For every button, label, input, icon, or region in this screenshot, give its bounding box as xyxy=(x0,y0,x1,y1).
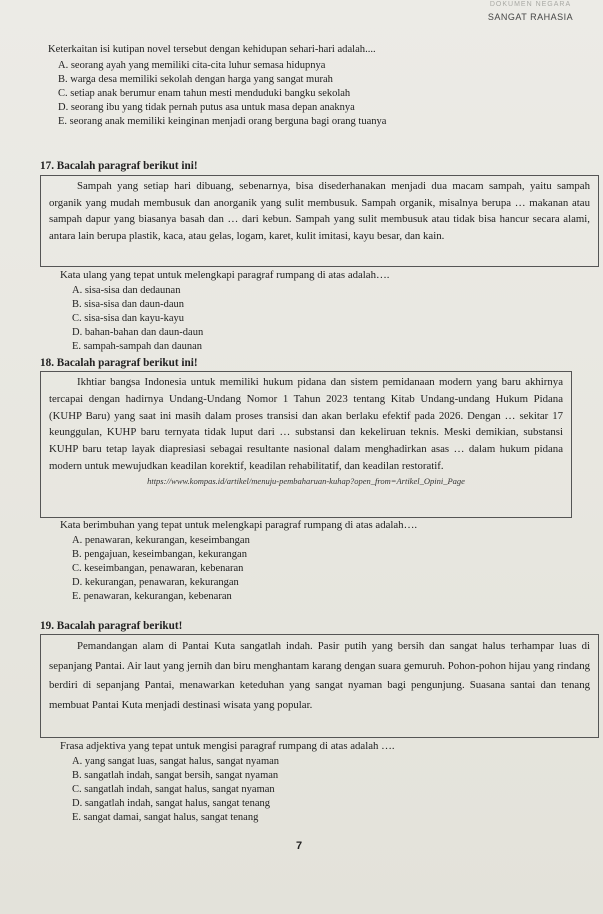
q19-options xyxy=(72,755,279,825)
q18-option-a[interactable]: A. penawaran, kekurangan, keseimbangan xyxy=(72,535,250,546)
q19-title: 19. Bacalah paragraf berikut! xyxy=(40,620,183,632)
q17-option-e[interactable]: E. sampah-sampah dan daunan xyxy=(72,341,203,352)
q16-option-a[interactable]: A. seorang ayah yang memiliki cita-cita luhur semasa hidupnya xyxy=(58,60,326,71)
q16-option-e[interactable]: E. seorang anak memiliki keinginan menjadi orang berguna bagi orang tuanya xyxy=(58,116,387,127)
page-number: 7 xyxy=(296,840,303,852)
q17-paragraph: Sampah yang setiap hari dibuang, sebenarnya, bisa disederhanakan menjadi dua macam sampah, yaitu sampah organik yang mudah membusuk dan anorganik yang sulit membusuk. Sampah organik, misalnya berupa … makanan atau sampah dapur yang biasanya basah dan … dari kebun. Sampah yang sulit membusuk atau tidak bisa hancur secara alami, antara lain berupa plastik, kaca, atau gelas, logam, karet, kulit imitasi, kayu besar, dan kain. xyxy=(49,180,590,242)
q19-option-e[interactable]: E. sangat damai, sangat halus, sangat tenang xyxy=(72,812,259,823)
q19-question: Frasa adjektiva yang tepat untuk mengisi paragraf rumpang di atas adalah …. xyxy=(60,740,395,752)
q16-stem: Keterkaitan isi kutipan novel tersebut dengan kehidupan sehari-hari adalah.... xyxy=(48,44,376,55)
q19-paragraph: Pemandangan alam di Pantai Kuta sangatlah indah. Pasir putih yang bersih dan sangat halus terhampar luas di sepanjang Pantai. Air laut yang jernih dan biru menghantam karang dengan suara gemuruh. Pohon-pohon hijau yang rindang berdiri di sepanjang Pantai, menawarkan keteduhan yang sangat nyaman bagi pengunjung. Suasana santai dan tenang membuat Pantai Kuta menjadi destinasi wisata yang popular. xyxy=(49,640,590,711)
header-faint-label: DOKUMEN NEGARA xyxy=(489,1,572,8)
q19-option-d[interactable]: D. sangatlah indah, sangat halus, sangat tenang xyxy=(72,798,270,809)
q18-options xyxy=(72,534,250,604)
q16-options xyxy=(58,59,386,129)
q17-title: 17. Bacalah paragraf berikut ini! xyxy=(40,160,198,172)
q19-option-a[interactable]: A. yang sangat luas, sangat halus, sangat nyaman xyxy=(72,756,280,767)
q16-option-c[interactable]: C. setiap anak berumur enam tahun mesti menduduki bangku sekolah xyxy=(58,88,351,99)
q18-source-link[interactable]: https://www.kompas.id/artikel/menuju-pembaharuan-kuhap?open_from=Artikel_Opini_Page xyxy=(147,475,465,486)
q18-paragraph: Ikhtiar bangsa Indonesia untuk memiliki hukum pidana dan sistem pemidanaan modern yang baru akhirnya tercapai dengan hadirnya Undang-Undang Nomor 1 Tahun 2023 tentang Kitab Undang-undang Hukum Pidana (KUHP Baru) yang saat ini masih dalam proses transisi dan akan berlaku efektif pada 2026. Dengan … sekitar 17 keunggulan, KUHP baru ternyata tidak luput dari … substansi dan kekeliruan teknis. Meski demikian, substansi KUHP baru tetap layak diapresiasi sebagai resultante nasional dalam menghadirkan asas … dalam hukum pidana modern untuk mewujudkan keadilan korektif, keadilan rehabilitatif, dan keadilan restoratif. xyxy=(49,376,563,472)
q17-paragraph-box xyxy=(40,175,599,267)
q18-option-c[interactable]: C. keseimbangan, penawaran, kebenaran xyxy=(72,563,244,574)
q16-option-d[interactable]: D. seorang ibu yang tidak pernah putus asa untuk masa depan anaknya xyxy=(58,102,355,113)
q17-option-a[interactable]: A. sisa-sisa dan dedaunan xyxy=(72,285,181,296)
q16-option-b[interactable]: B. warga desa memiliki sekolah dengan harga yang sangat murah xyxy=(58,74,333,85)
q18-paragraph-box xyxy=(40,371,572,518)
q17-option-b[interactable]: B. sisa-sisa dan daun-daun xyxy=(72,299,184,310)
q17-option-d[interactable]: D. bahan-bahan dan daun-daun xyxy=(72,327,204,338)
q19-option-b[interactable]: B. sangatlah indah, sangat bersih, sangat nyaman xyxy=(72,770,279,781)
q18-question: Kata berimbuhan yang tepat untuk melengkapi paragraf rumpang di atas adalah…. xyxy=(60,519,418,531)
q18-option-d[interactable]: D. kekurangan, penawaran, kekurangan xyxy=(72,577,239,588)
q18-option-e[interactable]: E. penawaran, kekurangan, kebenaran xyxy=(72,591,232,602)
document-header xyxy=(458,0,603,26)
q18-title: 18. Bacalah paragraf berikut ini! xyxy=(40,357,198,369)
q17-options xyxy=(72,284,203,354)
q18-option-b[interactable]: B. pengajuan, keseimbangan, kekurangan xyxy=(72,549,247,560)
q17-question: Kata ulang yang tepat untuk melengkapi paragraf rumpang di atas adalah…. xyxy=(60,269,390,281)
header-secret-label: SANGAT RAHASIA xyxy=(487,12,574,22)
q19-paragraph-box xyxy=(40,634,599,738)
q17-option-c[interactable]: C. sisa-sisa dan kayu-kayu xyxy=(72,313,184,324)
q19-option-c[interactable]: C. sangatlah indah, sangat halus, sangat nyaman xyxy=(72,784,275,795)
